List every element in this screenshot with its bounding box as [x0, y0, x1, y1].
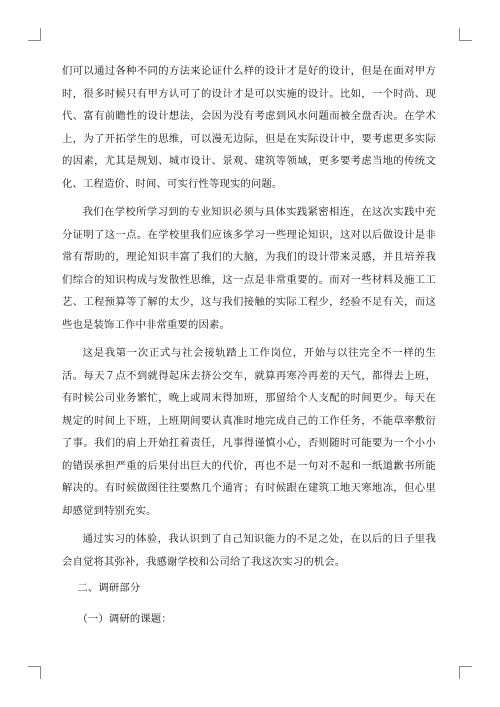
paragraph-conclusion: 通过实习的体验，我认识到了自己知识能力的不足之处，在以后的日子里我会自觉将其弥补，我感谢学校和公司给了我这次实习的机会。: [62, 533, 436, 568]
section-heading: 二、调研部分: [77, 582, 141, 594]
paragraph-practice: 我们在学校所学习到的专业知识必须与具体实践紧密相连，在这次实践中充分证明了这一点。在学校里我们应该多学习一些理论知识，这对以后做设计是非常有帮助的，理论知识丰富了我们的大脑，为我们的设计带来灵感，并且培养我们综合的知识构成与发散性思维，这一点是非常重要的。而对一些材料及施工工艺、工程预算等了解的太少，这与我们接触的实际工程少，经验不足有关，而这些也是装饰工作中非常重要的因素。: [62, 206, 436, 331]
subsection-heading: （一）调研的课题：: [77, 612, 172, 625]
crop-mark-bottom-left: [28, 666, 41, 679]
paragraph-continuation: 们可以通过各种不同的方法来论证什么样的设计才是好的设计，但是在面对甲方时，很多时候只有甲方认可了的设计才是可以实施的设计。比如，一个时尚、现代、富有前瞻性的设计想法，会因为没有考虑到风水问题而被全盘否决。在学术上，为了开拓学生的思维，可以漫无边际，但是在实际设计中，要考虑更多实际的因素，尤其是规划、城市设计、景观、建筑等领域，更多要考虑当地的传统文化、工程造价、时间、可实行性等现实的问题。: [62, 65, 436, 190]
crop-mark-top-left: [28, 28, 41, 41]
crop-mark-bottom-right: [459, 666, 472, 679]
document-body: [62, 60, 436, 630]
crop-mark-top-right: [459, 28, 472, 41]
paragraph-work-life: 这是我第一次正式与社会接轨踏上工作岗位，开始与以往完全不一样的生活。每天７点不到就得起床去挤公交车，就算再寒冷再差的天气，都得去上班，有时候公司业务繁忙，晚上或周末得加班，那留给个人支配的时间更少。每天在规定的时间上下班，上班期间要认真准时地完成自己的工作任务，不能草率敷衍了事。我们的肩上开始扛着责任，凡事得谨慎小心，否则随时可能要为一个小小的错误承担严重的后果付出巨大的代价，再也不是一句对不起和一纸道歉书所能解决的。有时候做图往往要熬几个通宵；有时候跟在建筑工地天寒地冻，但心里却感觉到特别充实。: [62, 347, 436, 517]
